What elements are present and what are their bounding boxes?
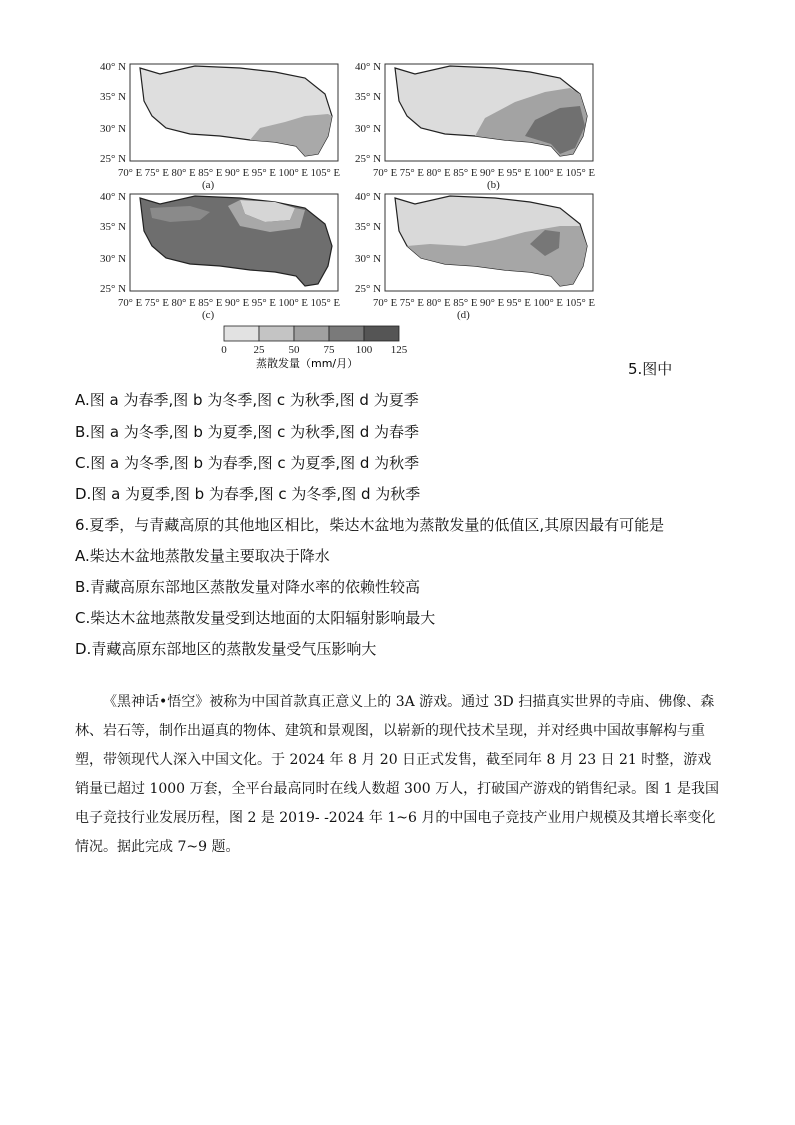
legend-swatch bbox=[259, 326, 294, 341]
svg-text:70° E 75° E 80° E 85° E 90° E: 70° E 75° E 80° E 85° E 90° E 95° E 100° E 105° E bbox=[373, 297, 596, 309]
svg-text:40° N: 40° N bbox=[355, 61, 382, 73]
legend bbox=[214, 324, 424, 370]
svg-text:40° N: 40° N bbox=[355, 191, 382, 203]
legend-swatch bbox=[224, 326, 259, 341]
legend-tick: 0 bbox=[221, 344, 227, 356]
legend-tick: 25 bbox=[253, 344, 265, 356]
reading-passage: 《黑神话•悟空》被称为中国首款真正意义上的 3A 游戏。通过 3D 扫描真实世界的寺庙、佛像、森林、岩石等，制作出逼真的物体、建筑和景观图，以崭新的现代技术呈现，并对经典中国故事解构与重塑，带领现代人深入中国文化。于 2024 年 8 月 20 日正式发售，截至同年 8 月 23 日 21 时整，游戏销量已超过 1000 万套，全平台最高同时在线人数超 300 万人，打破国产游戏的销售纪录。图 1 是我国电子竞技行业发展历程，图 2 是 2019- -2024 年 1~6 月的中国电子竞技产业用户规模及其增长率变化情况。据此完成 7~9 题。 bbox=[75, 694, 719, 855]
panel-label-a: (a) bbox=[202, 179, 215, 191]
q5-option-a[interactable]: A.图 a 为春季,图 b 为冬季,图 c 为秋季,图 d 为夏季 bbox=[75, 391, 419, 409]
map-panel-c bbox=[100, 186, 350, 321]
svg-text:30° N: 30° N bbox=[355, 253, 382, 265]
legend-title: 蒸散发量（mm/月） bbox=[256, 357, 359, 370]
q6-option-c[interactable]: C.柴达木盆地蒸散发量受到达地面的太阳辐射影响最大 bbox=[75, 609, 436, 627]
q5-option-b[interactable]: B.图 a 为冬季,图 b 为夏季,图 c 为秋季,图 d 为春季 bbox=[75, 423, 419, 441]
map-b-svg bbox=[355, 56, 605, 191]
map-panel-b bbox=[355, 56, 605, 191]
map-a-svg bbox=[100, 56, 350, 191]
q6-option-d[interactable]: D.青藏高原东部地区的蒸散发量受气压影响大 bbox=[75, 640, 377, 658]
svg-text:30° N: 30° N bbox=[355, 123, 382, 135]
svg-text:70° E 75° E 80° E 85° E 90° E: 70° E 75° E 80° E 85° E 90° E 95° E 100° E 105° E bbox=[373, 167, 596, 179]
svg-text:70° E 75° E 80° E 85° E 90° E: 70° E 75° E 80° E 85° E 90° E 95° E 100° E 105° E bbox=[118, 167, 341, 179]
q5-option-c[interactable]: C.图 a 为冬季,图 b 为春季,图 c 为夏季,图 d 为秋季 bbox=[75, 454, 420, 472]
svg-text:40° N: 40° N bbox=[100, 61, 127, 73]
legend-svg bbox=[214, 324, 424, 370]
legend-tick: 125 bbox=[390, 344, 408, 356]
panel-label-d: (d) bbox=[457, 309, 470, 321]
svg-text:40° N: 40° N bbox=[100, 191, 127, 203]
svg-text:70° E 75° E 80° E 85° E 90° E: 70° E 75° E 80° E 85° E 90° E 95° E 100° E 105° E bbox=[118, 297, 341, 309]
legend-tick: 100 bbox=[355, 344, 373, 356]
q6-option-a[interactable]: A.柴达木盆地蒸散发量主要取决于降水 bbox=[75, 547, 330, 565]
question-5-marker: 5.图中 bbox=[628, 360, 673, 378]
question-6: 6.夏季，与青藏高原的其他地区相比，柴达木盆地为蒸散发量的低值区,其原因最有可能是 bbox=[75, 516, 665, 534]
legend-tick: 50 bbox=[288, 344, 300, 356]
map-panel-a bbox=[100, 56, 350, 191]
legend-swatch bbox=[364, 326, 399, 341]
q6-option-b[interactable]: B.青藏高原东部地区蒸散发量对降水率的依赖性较高 bbox=[75, 578, 421, 596]
svg-text:30° N: 30° N bbox=[100, 253, 127, 265]
svg-text:25° N: 25° N bbox=[355, 283, 382, 295]
legend-swatch bbox=[329, 326, 364, 341]
svg-text:25° N: 25° N bbox=[100, 153, 127, 165]
svg-text:25° N: 25° N bbox=[100, 283, 127, 295]
svg-text:35° N: 35° N bbox=[100, 221, 127, 233]
map-c-svg bbox=[100, 186, 350, 321]
map-panel-d bbox=[355, 186, 605, 321]
q5-option-d[interactable]: D.图 a 为夏季,图 b 为春季,图 c 为冬季,图 d 为秋季 bbox=[75, 485, 421, 503]
svg-text:25° N: 25° N bbox=[355, 153, 382, 165]
panel-label-c: (c) bbox=[202, 309, 215, 321]
legend-tick: 75 bbox=[323, 344, 335, 356]
svg-text:35° N: 35° N bbox=[355, 91, 382, 103]
svg-text:30° N: 30° N bbox=[100, 123, 127, 135]
panel-label-b: (b) bbox=[487, 179, 500, 191]
svg-text:35° N: 35° N bbox=[100, 91, 127, 103]
map-d-svg bbox=[355, 186, 605, 321]
legend-swatch bbox=[294, 326, 329, 341]
svg-text:35° N: 35° N bbox=[355, 221, 382, 233]
